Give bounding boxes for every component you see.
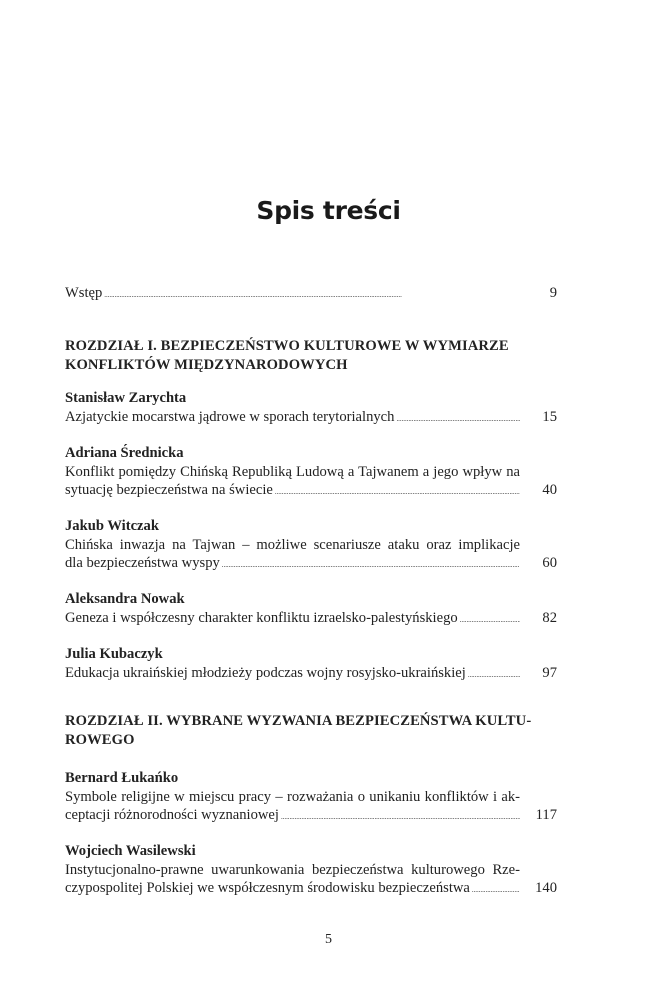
page-number: 9 <box>549 285 557 301</box>
entry-author: Jakub Witczak <box>65 518 159 534</box>
toc-entry[interactable] <box>65 645 557 684</box>
page-number: 15 <box>542 408 557 425</box>
entry-author: Stanisław Zarychta <box>65 390 187 406</box>
entry-author: Adriana Średnicka <box>65 445 184 461</box>
heading-line: KONFLIKTÓW MIĘDZYNARODOWYCH <box>65 356 348 373</box>
entry-title: dla bezpieczeństwa wyspy <box>65 555 220 572</box>
entry-title: Konflikt pomiędzy Chińską Republiką Ludową a Tajwanem a jego wpływ na <box>65 463 520 480</box>
entry-title: Geneza i współczesny charakter konfliktu izraelsko-palestyńskiego <box>65 609 458 626</box>
chapter-heading-2 <box>65 712 557 749</box>
toc-entry-intro[interactable] <box>65 284 557 305</box>
heading-line: ROZDZIAŁ I. BEZPIECZEŃSTWO KULTUROWE W WYMIARZE <box>65 338 509 354</box>
dot-leader <box>466 664 520 685</box>
page-title: Spis treści <box>256 196 401 225</box>
toc-entry[interactable] <box>65 842 557 900</box>
entry-title: Symbole religijne w miejscu pracy – rozważania o unikaniu konfliktów i ak- <box>65 788 520 805</box>
toc-entry[interactable] <box>65 444 557 502</box>
entry-author: Aleksandra Nowak <box>65 591 185 607</box>
entry-author: Julia Kubaczyk <box>65 646 163 662</box>
dot-leader <box>458 609 520 630</box>
entry-title: Chińska inwazja na Tajwan – możliwe scenariusze ataku oraz implikacje <box>65 536 520 553</box>
heading-line: ROZDZIAŁ II. WYBRANE WYZWANIA BEZPIECZEŃSTWA KULTU- <box>65 713 532 729</box>
page-number: 82 <box>542 609 557 626</box>
page-number: 40 <box>542 482 557 499</box>
page-number: 60 <box>542 555 557 572</box>
entry-title: sytuację bezpieczeństwa na świecie <box>65 482 273 499</box>
toc-entry[interactable] <box>65 517 557 575</box>
entry-author: Wojciech Wasilewski <box>65 843 196 859</box>
dot-leader <box>220 554 520 575</box>
entry-title: Edukacja ukraińskiej młodzieży podczas wojny rosyjsko-ukraińskiej <box>65 664 466 681</box>
page-number: 117 <box>535 807 557 824</box>
page-number: 140 <box>535 880 557 897</box>
page-folio: 5 <box>325 932 332 947</box>
entry-author: Bernard Łukańko <box>65 770 179 786</box>
dot-leader <box>273 481 520 502</box>
entry-title: Wstęp <box>65 285 103 301</box>
dot-leader <box>102 284 520 305</box>
dot-leader <box>279 806 520 827</box>
dot-leader <box>394 408 520 429</box>
toc-entry[interactable] <box>65 590 557 629</box>
heading-line: ROWEGO <box>65 731 135 748</box>
entry-title: Instytucjonalno-prawne uwarunkowania bezpieczeństwa kulturowego Rze- <box>65 861 520 878</box>
toc-entry[interactable] <box>65 769 557 827</box>
entry-title: Azjatyckie mocarstwa jądrowe w sporach terytorialnych <box>65 408 395 425</box>
dot-leader <box>470 879 520 900</box>
entry-title: ceptacji różnorodności wyznaniowej <box>65 807 279 824</box>
entry-title: czypospolitej Polskiej we współczesnym środowisku bezpieczeństwa <box>65 880 470 897</box>
toc-entry[interactable] <box>65 389 557 428</box>
chapter-heading-1 <box>65 337 557 374</box>
page-number: 97 <box>542 664 557 681</box>
